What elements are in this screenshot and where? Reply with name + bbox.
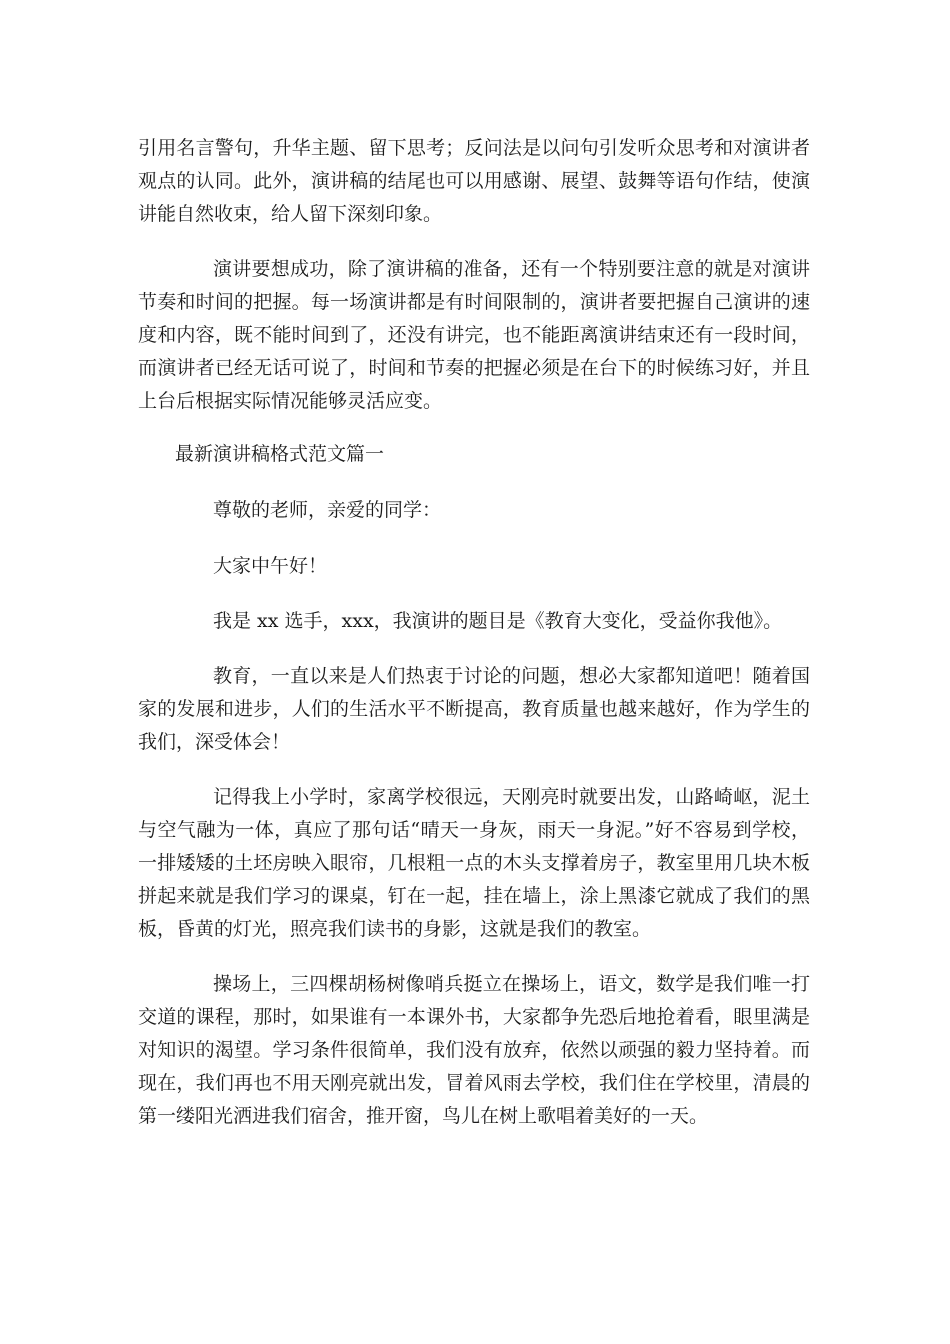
paragraph-line: 引用名言警句，升华主题、留下思考；反问法是以问句引发听众思考和对演讲者 [138, 137, 810, 159]
greeting: 大家中午好！ [213, 555, 328, 577]
paragraph-line: 演讲要想成功，除了演讲稿的准备，还有一个特别要注意的就是对演讲 [213, 258, 810, 280]
paragraph-line: 记得我上小学时，家离学校很远，天刚亮时就要出发，山路崎岖，泥土 [213, 786, 810, 808]
paragraph-line: 而演讲者已经无话可说了，时间和节奏的把握必须是在台下的时候练习好，并且 [138, 357, 810, 379]
speech-intro: 我是 xx 选手，xxx，我演讲的题目是《教育大变化，受益你我他》。 [213, 610, 783, 632]
paragraph-line: 教育，一直以来是人们热衷于讨论的问题，想必大家都知道吧！随着国 [213, 665, 810, 687]
paragraph-line: 现在，我们再也不用天刚亮就出发，冒着风雨去学校，我们住在学校里，清晨的 [138, 1072, 810, 1094]
paragraph-line: 对知识的渴望。学习条件很简单，我们没有放弃，依然以顽强的毅力坚持着。而 [138, 1039, 810, 1061]
paragraph-line: 一排矮矮的土坯房映入眼帘，几根粗一点的木头支撑着房子，教室里用几块木板 [138, 852, 810, 874]
paragraph-line: 度和内容，既不能时间到了，还没有讲完，也不能距离演讲结束还有一段时间， [138, 324, 810, 346]
paragraph-line: 家的发展和进步，人们的生活水平不断提高，教育质量也越来越好，作为学生的 [138, 698, 810, 720]
paragraph-line: 操场上，三四棵胡杨树像哨兵挺立在操场上，语文，数学是我们唯一打 [213, 973, 810, 995]
paragraph-line: 节奏和时间的把握。每一场演讲都是有时间限制的，演讲者要把握自己演讲的速 [138, 291, 810, 313]
paragraph-line: 上台后根据实际情况能够灵活应变。 [138, 390, 443, 412]
section-heading: 最新演讲稿格式范文篇一 [175, 443, 385, 465]
paragraph-line: 第一缕阳光洒进我们宿舍，推开窗，鸟儿在树上歌唱着美好的一天。 [138, 1105, 709, 1127]
salutation: 尊敬的老师，亲爱的同学： [213, 499, 442, 521]
paragraph-line: 与空气融为一体，真应了那句话“晴天一身灰，雨天一身泥。”好不容易到学校， [138, 819, 810, 841]
paragraph-line: 观点的认同。此外，演讲稿的结尾也可以用感谢、展望、鼓舞等语句作结，使演 [138, 170, 810, 192]
paragraph-line: 讲能自然收束，给人留下深刻印象。 [138, 203, 443, 225]
paragraph-line: 拼起来就是我们学习的课桌，钉在一起，挂在墙上，涂上黑漆它就成了我们的黑 [138, 885, 810, 907]
paragraph-line: 我们，深受体会！ [138, 731, 291, 753]
paragraph-line: 板，昏黄的灯光，照亮我们读书的身影，这就是我们的教室。 [138, 918, 652, 940]
paragraph-line: 交道的课程，那时，如果谁有一本课外书，大家都争先恐后地抢着看，眼里满是 [138, 1006, 810, 1028]
